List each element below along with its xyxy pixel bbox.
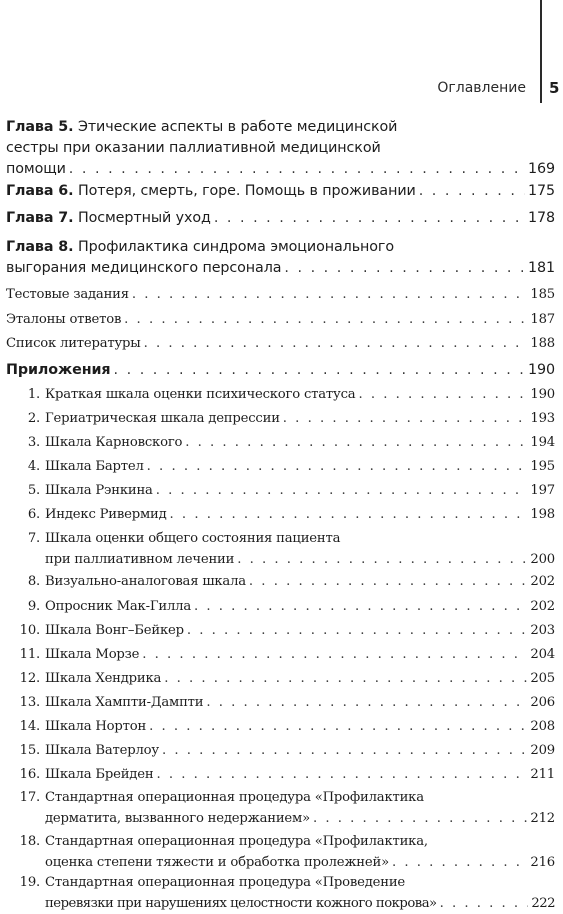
- appendix-title-line: Шкала Хампти-Дампти: [45, 695, 204, 710]
- appendix-item-2[interactable]: [8, 408, 555, 429]
- dot-leader: [142, 644, 527, 665]
- appendix-number: 3.: [27, 435, 40, 450]
- page-ref: 195: [530, 459, 555, 474]
- dot-leader: [283, 408, 528, 429]
- appendix-title-line: Шкала Бартел: [45, 459, 144, 474]
- toc-chapter-5[interactable]: [6, 117, 555, 180]
- appendix-item-4[interactable]: [8, 456, 555, 477]
- chapter-title-line: сестры при оказании паллиативной медицинской: [6, 140, 381, 156]
- appendix-number: 2.: [27, 411, 40, 426]
- page-ref: 206: [530, 695, 555, 710]
- dot-leader: [147, 456, 528, 477]
- dot-leader: [144, 333, 528, 354]
- running-header-title: Оглавление: [437, 80, 526, 96]
- page-ref: 169: [528, 161, 555, 177]
- chapter-label: Глава 5.: [6, 119, 74, 135]
- page-ref: 175: [528, 183, 555, 199]
- dot-leader: [149, 716, 527, 737]
- section-title: Список литературы: [6, 336, 141, 351]
- dot-leader: [249, 571, 528, 592]
- appendix-item-16[interactable]: [8, 764, 555, 785]
- page-ref: 205: [530, 671, 555, 686]
- appendix-number: 14.: [19, 719, 40, 734]
- appendix-title-line: Шкала Ватерлоу: [45, 743, 159, 758]
- dot-leader: [284, 258, 525, 279]
- dot-leader: [170, 504, 528, 525]
- toc-section-references[interactable]: [6, 333, 555, 354]
- appendix-title-line: Визуально-аналоговая шкала: [45, 574, 246, 589]
- appendix-item-19[interactable]: [8, 872, 555, 914]
- chapter-title-line: Потеря, смерть, горе. Помощь в проживании: [77, 183, 416, 199]
- appendix-number: 16.: [19, 767, 40, 782]
- appendix-number: 12.: [19, 671, 40, 686]
- toc-chapter-7[interactable]: [6, 208, 555, 229]
- appendix-title-line: Индекс Ривермид: [45, 507, 167, 522]
- chapter-title-line: помощи: [6, 161, 66, 177]
- page-ref: 202: [530, 574, 555, 589]
- page-ref: 204: [530, 647, 555, 662]
- appendix-number: 7.: [27, 531, 40, 546]
- page-ref: 197: [530, 483, 555, 498]
- appendix-title-line: Шкала Брейден: [45, 767, 154, 782]
- appendix-number: 4.: [27, 459, 40, 474]
- page-ref: 181: [528, 260, 555, 276]
- appendix-item-17[interactable]: [8, 787, 555, 829]
- appendices-title: Приложения: [6, 362, 111, 378]
- appendix-number: 17.: [19, 790, 40, 805]
- page-ref: 190: [530, 387, 555, 402]
- appendix-title-line: Стандартная операционная процедура «Проведение: [45, 875, 406, 890]
- chapter-title-line: Этические аспекты в работе медицинской: [77, 119, 398, 135]
- toc-section-tests[interactable]: [6, 284, 555, 305]
- page-ref: 216: [530, 855, 555, 870]
- appendix-item-18[interactable]: [8, 831, 555, 873]
- page-ref: 209: [530, 743, 555, 758]
- appendix-title-line: Шкала Рэнкина: [45, 483, 153, 498]
- appendix-number: 15.: [19, 743, 40, 758]
- page-ref: 212: [530, 811, 555, 826]
- dot-leader: [156, 480, 528, 501]
- dot-leader: [440, 893, 529, 914]
- dot-leader: [187, 620, 528, 641]
- dot-leader: [194, 596, 527, 617]
- chapter-title-line: выгорания медицинского персонала: [6, 260, 282, 276]
- dot-leader: [185, 432, 527, 453]
- page-ref: 222: [531, 896, 555, 911]
- appendix-item-3[interactable]: [8, 432, 555, 453]
- page-ref: 188: [530, 336, 555, 351]
- appendix-number: 11.: [19, 647, 40, 662]
- appendix-item-7[interactable]: [8, 528, 555, 570]
- dot-leader: [214, 208, 525, 229]
- toc-section-answers[interactable]: [6, 309, 555, 330]
- dot-leader: [156, 764, 527, 785]
- dot-leader: [419, 181, 525, 202]
- appendix-title-line: при паллиативном лечении: [45, 552, 235, 567]
- section-title: Тестовые задания: [6, 287, 129, 302]
- appendix-item-1[interactable]: [8, 384, 555, 405]
- dot-leader: [313, 808, 527, 829]
- page-ref: 203: [530, 623, 555, 638]
- appendix-title-line: Шкала Морзе: [45, 647, 140, 662]
- page-ref: 185: [530, 287, 555, 302]
- appendix-title-line: дерматита, вызванного недержанием»: [45, 811, 310, 826]
- toc-chapter-8[interactable]: [6, 237, 555, 279]
- dot-leader: [124, 309, 527, 330]
- appendix-title-line: Опросник Мак-Гилла: [45, 599, 191, 614]
- appendix-item-8[interactable]: [8, 571, 555, 592]
- appendix-title-line: Гериатрическая шкала депрессии: [45, 411, 280, 426]
- running-header: [0, 80, 563, 100]
- page-ref: 187: [530, 312, 555, 327]
- appendix-title-line: Шкала Карновского: [45, 435, 183, 450]
- dot-leader: [132, 284, 528, 305]
- appendix-title-line: Стандартная операционная процедура «Профилактика,: [45, 834, 428, 849]
- page-ref: 178: [528, 210, 555, 226]
- dot-leader: [164, 668, 527, 689]
- appendix-number: 5.: [27, 483, 40, 498]
- appendix-item-6[interactable]: [8, 504, 555, 525]
- toc-chapter-6[interactable]: [6, 181, 555, 202]
- appendix-item-15[interactable]: [8, 740, 555, 761]
- appendix-title-line: Краткая шкала оценки психического статуса: [45, 387, 356, 402]
- chapter-label: Глава 6.: [6, 183, 74, 199]
- page-ref: 208: [530, 719, 555, 734]
- appendix-title-line: оценка степени тяжести и обработка пролежней»: [45, 855, 389, 870]
- appendix-number: 13.: [19, 695, 40, 710]
- dot-leader: [392, 852, 527, 873]
- appendix-number: 19.: [19, 875, 40, 890]
- page-ref: 200: [530, 552, 555, 567]
- appendix-title-line: перевязки при нарушениях целостности кожного покрова»: [45, 896, 437, 911]
- page-ref: 198: [530, 507, 555, 522]
- appendix-title-line: Шкала оценки общего состояния пациента: [45, 531, 341, 546]
- dot-leader: [69, 159, 525, 180]
- appendix-item-14[interactable]: [8, 716, 555, 737]
- appendix-number: 8.: [27, 574, 40, 589]
- page-number: 5: [549, 79, 560, 97]
- appendix-title-line: Шкала Нортон: [45, 719, 147, 734]
- page-ref: 190: [528, 362, 555, 378]
- chapter-label: Глава 7.: [6, 210, 74, 226]
- dot-leader: [206, 692, 527, 713]
- dot-leader: [237, 549, 527, 570]
- page-ref: 202: [530, 599, 555, 614]
- dot-leader: [162, 740, 527, 761]
- page-ref: 193: [530, 411, 555, 426]
- appendix-item-13[interactable]: [8, 692, 555, 713]
- appendix-number: 6.: [27, 507, 40, 522]
- chapter-title-line: Посмертный уход: [77, 210, 211, 226]
- appendix-number: 18.: [19, 834, 40, 849]
- appendix-title-line: Шкала Хендрика: [45, 671, 162, 686]
- dot-leader: [358, 384, 527, 405]
- appendix-item-5[interactable]: [8, 480, 555, 501]
- chapter-title-line: Профилактика синдрома эмоционального: [77, 239, 394, 255]
- appendix-item-10[interactable]: [8, 620, 555, 641]
- appendix-number: 10.: [19, 623, 40, 638]
- appendix-item-11[interactable]: [8, 644, 555, 665]
- appendix-number: 1.: [27, 387, 40, 402]
- section-title: Эталоны ответов: [6, 312, 122, 327]
- appendix-item-9[interactable]: [8, 596, 555, 617]
- toc-appendices[interactable]: [6, 360, 555, 381]
- appendix-item-12[interactable]: [8, 668, 555, 689]
- page-ref: 194: [530, 435, 555, 450]
- appendix-number: 9.: [27, 599, 40, 614]
- appendix-title-line: Стандартная операционная процедура «Профилактика: [45, 790, 424, 805]
- dot-leader: [114, 360, 525, 381]
- appendix-title-line: Шкала Вонг–Бейкер: [45, 623, 184, 638]
- page-ref: 211: [530, 767, 555, 782]
- chapter-label: Глава 8.: [6, 239, 74, 255]
